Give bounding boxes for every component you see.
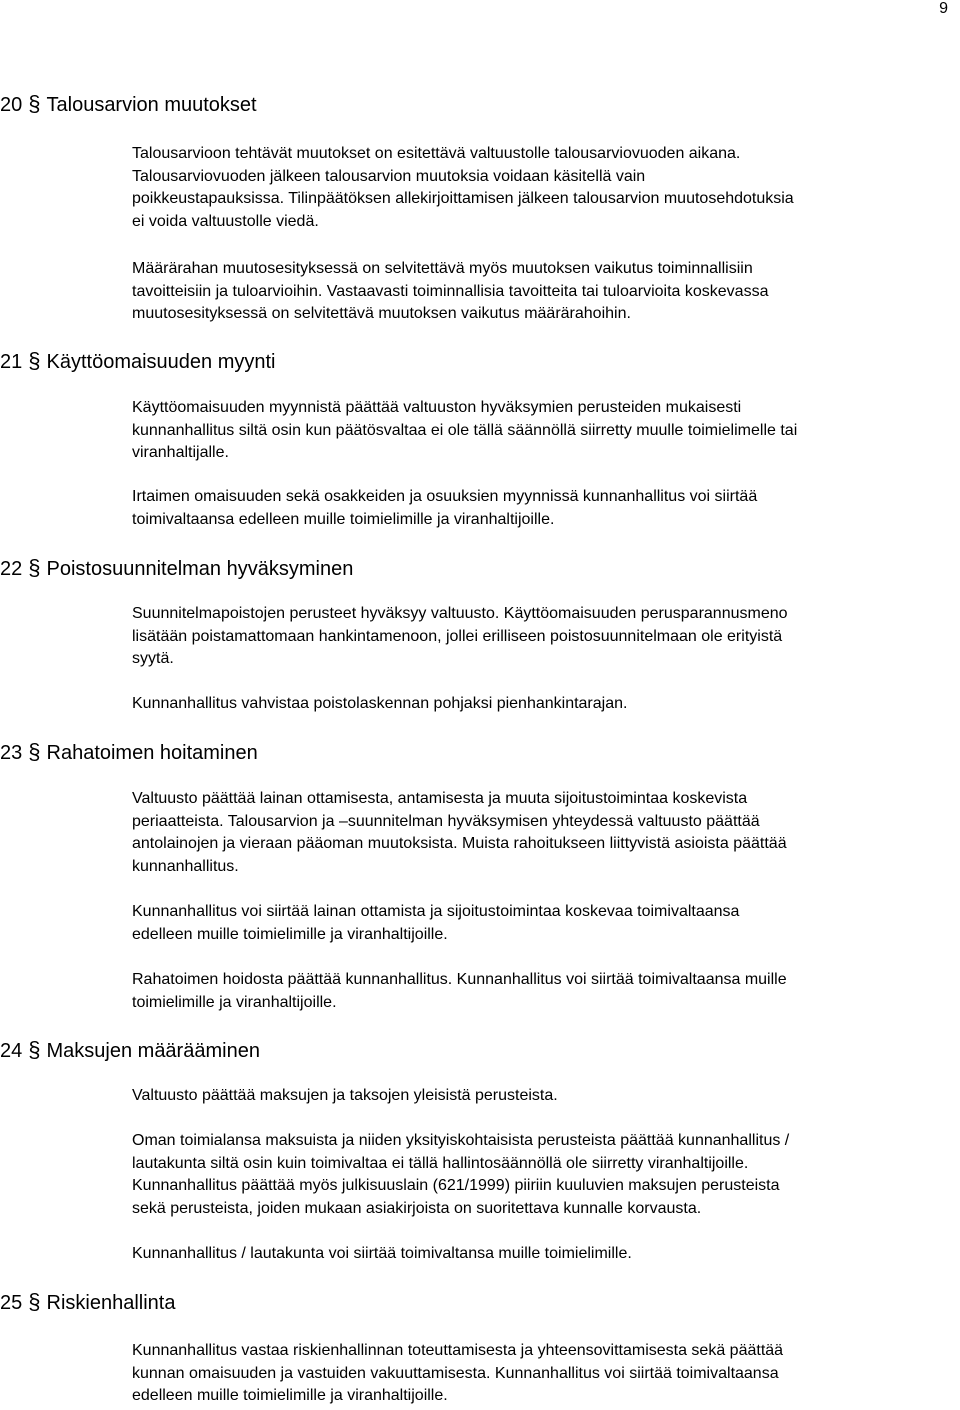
text-line: lisätään poistamattomaan hankintamenoon, jollei erilliseen poistosuunnitelmaan ole erityistä — [132, 627, 783, 645]
text-line: Valtuusto päättää maksujen ja taksojen yleisistä perusteista. — [132, 1087, 558, 1104]
paragraph — [132, 603, 950, 671]
section-number: 24 — [0, 1040, 23, 1062]
text-line: Rahatoimen hoidosta päättää kunnanhallitus. Kunnanhallitus voi siirtää toimivaltaansa muille — [132, 971, 787, 988]
text-line: Kunnanhallitus vahvistaa poistolaskennan pohjaksi pienhankintarajan. — [132, 695, 628, 712]
section-title: Maksujen määrääminen — [46, 1040, 260, 1062]
section-number: 25 — [0, 1292, 23, 1314]
text-line: viranhaltijalle. — [132, 444, 229, 461]
section-title: Rahatoimen hoitaminen — [46, 742, 258, 764]
section-heading-21 — [0, 348, 276, 374]
text-line: edelleen muille toimielimille ja viranhaltijoille. — [132, 925, 448, 943]
section-sign-icon: § — [28, 1289, 41, 1314]
text-line: Talousarviovuoden jälkeen talousarvion muutoksia voidaan käsitellä vain — [132, 167, 646, 185]
text-line: syytä. — [132, 650, 174, 667]
section-heading-23 — [0, 739, 258, 765]
text-line: periaatteista. Talousarvion ja –suunnitelman hyväksymisen yhteydessä valtuusto päättää — [132, 812, 760, 830]
text-line: kunnan omaisuuden ja vastuiden vakuuttamisesta. Kunnanhallitus voi siirtää toimivaltaansa — [132, 1364, 779, 1382]
paragraph — [132, 1085, 950, 1108]
text-line: toimivaltaansa edelleen muille toimielimille ja viranhaltijoille. — [132, 510, 555, 528]
text-line: Irtaimen omaisuuden sekä osakkeiden ja osuuksien myynnissä kunnanhallitus voi siirtää — [132, 488, 758, 505]
paragraph — [132, 969, 950, 1014]
text-line: antolainojen ja vieraan pääoman muutoksista. Muista rahoitukseen liittyvistä asioista päättää — [132, 835, 787, 852]
paragraph — [132, 693, 950, 716]
text-line: sekä perusteista, joiden mukaan asiakirjoista on suoritettava kunnalle korvausta. — [132, 1199, 702, 1217]
section-title: Käyttöomaisuuden myynti — [46, 351, 276, 373]
page-number: 9 — [939, 0, 948, 17]
section-heading-25 — [0, 1289, 175, 1315]
text-line: kunnanhallitus. — [132, 857, 239, 875]
text-line: Kunnanhallitus / lautakunta voi siirtää toimivaltansa muille toimielimille. — [132, 1245, 632, 1262]
section-title: Talousarvion muutokset — [46, 94, 257, 116]
text-line: ei voida valtuustolle viedä. — [132, 212, 319, 230]
section-sign-icon: § — [28, 1037, 41, 1062]
text-line: toimielimille ja viranhaltijoille. — [132, 993, 337, 1011]
text-line: poikkeustapauksissa. Tilinpäätöksen allekirjoittamisen jälkeen talousarvion muutosehdotuksia — [132, 190, 794, 207]
text-line: Oman toimialansa maksuista ja niiden yksityiskohtaisista perusteista päättää kunnanhallitus / — [132, 1132, 790, 1149]
paragraph — [132, 143, 950, 233]
paragraph — [132, 901, 950, 946]
section-number: 23 — [0, 742, 23, 764]
text-line: lautakunta siltä osin kuin toimivaltaa ei tällä hallintosäännöllä ole siirretty viranhaltijoille. — [132, 1154, 749, 1172]
section-sign-icon: § — [28, 739, 41, 764]
paragraph — [132, 486, 950, 531]
text-line: Kunnanhallitus vastaa riskienhallinnan toteuttamisesta ja yhteensovittamisesta sekä päättää — [132, 1342, 784, 1359]
text-line: Valtuusto päättää lainan ottamisesta, antamisesta ja muuta sijoitustoimintaa koskevista — [132, 790, 748, 807]
section-heading-22 — [0, 555, 353, 581]
text-line: Kunnanhallitus päättää myös julkisuuslain (621/1999) piiriin kuuluvien maksujen perusteista — [132, 1177, 780, 1194]
text-line: edelleen muille toimielimille ja viranhaltijoille. — [132, 1387, 448, 1404]
section-heading-24 — [0, 1037, 260, 1063]
paragraph — [132, 397, 950, 465]
section-title: Riskienhallinta — [46, 1292, 176, 1314]
section-number: 22 — [0, 558, 23, 580]
section-sign-icon: § — [28, 555, 41, 580]
paragraph — [132, 1340, 950, 1408]
section-sign-icon: § — [28, 348, 41, 373]
text-line: Kunnanhallitus voi siirtää lainan ottamista ja sijoitustoimintaa koskevaa toimivaltaansa — [132, 903, 740, 920]
paragraph — [132, 788, 950, 878]
paragraph — [132, 1243, 950, 1266]
section-sign-icon: § — [28, 91, 41, 116]
paragraph — [132, 258, 950, 326]
text-line: Suunnitelmapoistojen perusteet hyväksyy valtuusto. Käyttöomaisuuden perusparannusmeno — [132, 605, 788, 622]
paragraph — [132, 1130, 950, 1220]
text-line: Talousarvioon tehtävät muutokset on esitettävä valtuustolle talousarviovuoden aikana. — [132, 145, 741, 162]
text-line: Määrärahan muutosesityksessä on selvitettävä myös muutoksen vaikutus toiminnallisiin — [132, 260, 753, 277]
text-line: kunnanhallitus siltä osin kun päätösvaltaa ei ole tällä säännöllä siirretty muulle toimielimelle tai — [132, 421, 798, 439]
section-number: 20 — [0, 94, 23, 116]
section-number: 21 — [0, 351, 23, 373]
section-title: Poistosuunnitelman hyväksyminen — [46, 558, 354, 580]
text-line: muutosesityksessä on selvitettävä muutoksen vaikutus määrärahoihin. — [132, 305, 631, 322]
section-heading-20 — [0, 91, 257, 117]
text-line: Käyttöomaisuuden myynnistä päättää valtuuston hyväksymien perusteiden mukaisesti — [132, 399, 742, 416]
text-line: tavoitteisiin ja tuloarvioihin. Vastaavasti toiminnallisia tavoitteita tai tuloarvioita koskevassa — [132, 282, 769, 300]
